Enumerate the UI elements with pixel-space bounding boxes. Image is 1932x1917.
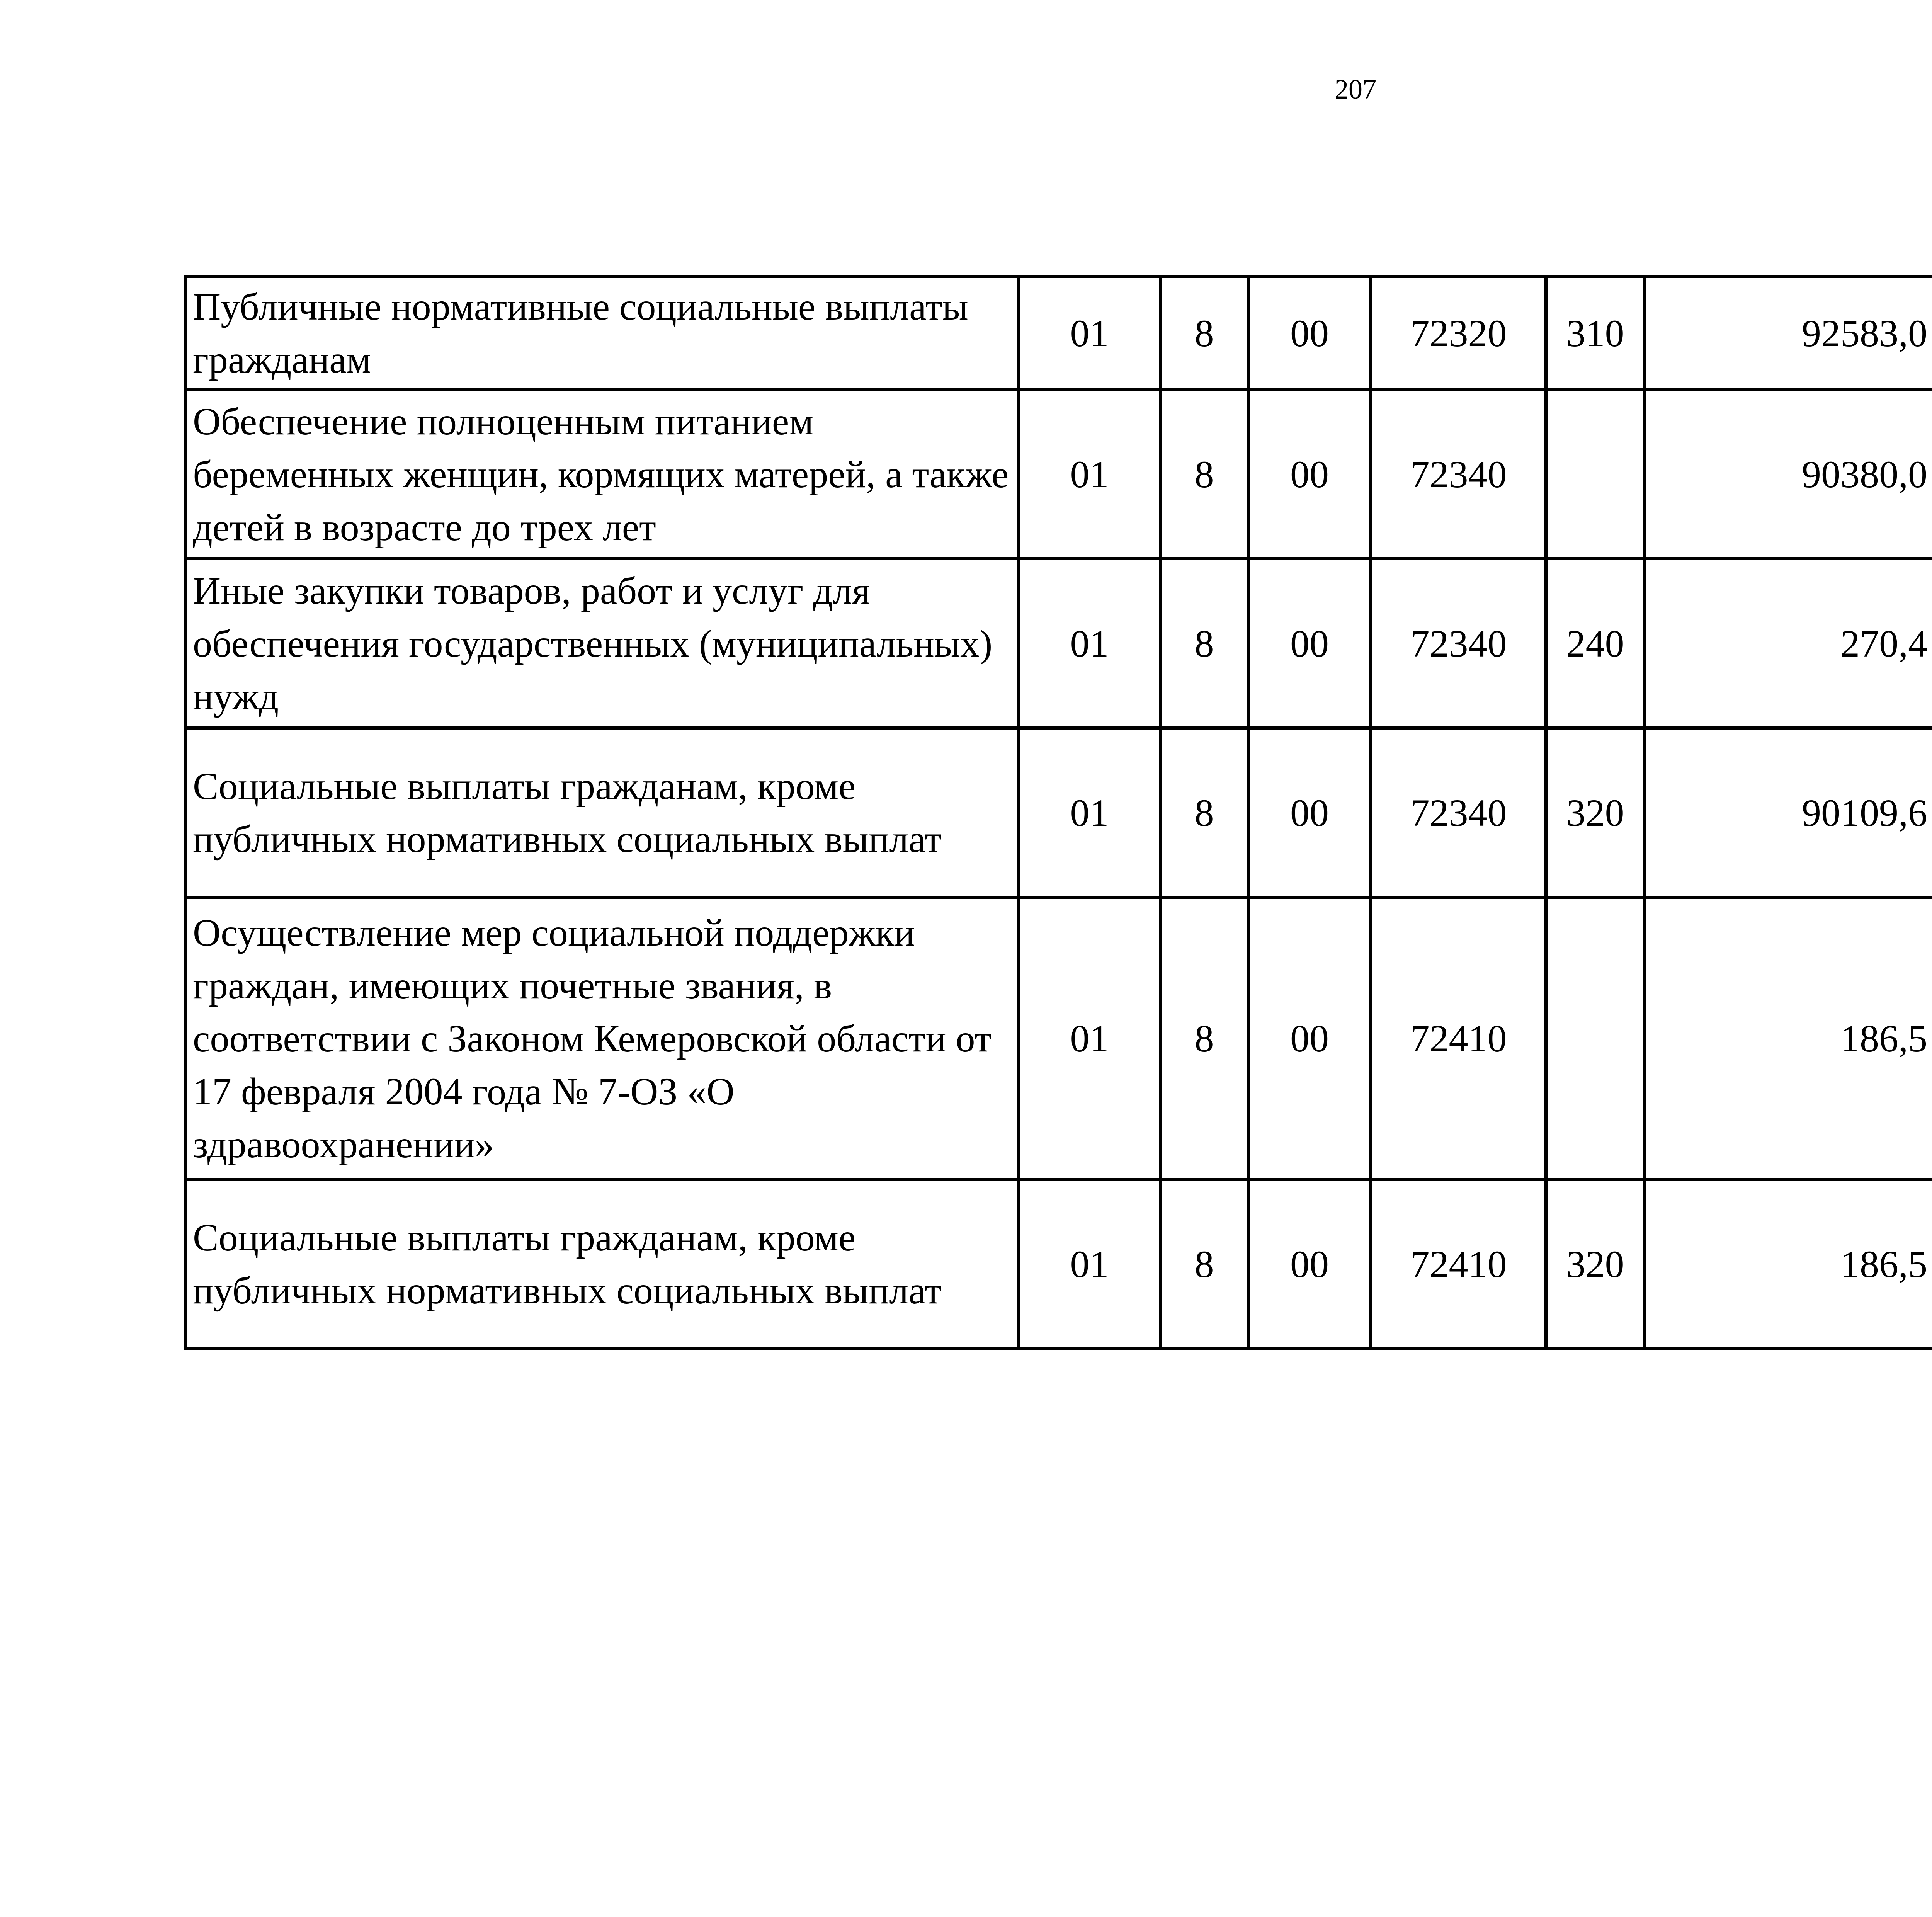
program-cell: 01 — [1019, 1179, 1160, 1349]
expense-type-cell: 240 — [1546, 559, 1645, 728]
direction-cell: 00 — [1248, 559, 1371, 728]
code-cell: 72340 — [1371, 559, 1546, 728]
direction-cell: 00 — [1248, 728, 1371, 897]
expense-type-cell: 310 — [1546, 277, 1645, 390]
program-cell: 01 — [1019, 559, 1160, 728]
page-number: 207 — [1335, 74, 1376, 105]
table-row — [186, 390, 1932, 559]
amount-1-cell: 92583,0 — [1645, 277, 1932, 390]
row-name-cell: Публичные нормативные социальные выплаты гражданам — [186, 277, 1019, 390]
table-row — [186, 897, 1932, 1179]
expense-type-cell — [1546, 390, 1645, 559]
amount-1-cell: 186,5 — [1645, 897, 1932, 1179]
table-row — [186, 277, 1932, 390]
program-cell: 01 — [1019, 277, 1160, 390]
row-name-cell: Социальные выплаты гражданам, кроме публичных нормативных социальных выплат — [186, 1179, 1019, 1349]
table-row — [186, 559, 1932, 728]
table-row — [186, 1179, 1932, 1349]
amount-1-cell: 90380,0 — [1645, 390, 1932, 559]
expense-type-cell: 320 — [1546, 1179, 1645, 1349]
row-name-cell: Осуществление мер социальной поддержки граждан, имеющих почетные звания, в соответствии с Законом Кемеровской области от 17 февраля 2004 года № 7-ОЗ «О здравоохранении» — [186, 897, 1019, 1179]
subprogram-cell: 8 — [1160, 1179, 1248, 1349]
direction-cell: 00 — [1248, 390, 1371, 559]
row-name-cell: Обеспечение полноценным питанием беременных женщин, кормящих матерей, а также детей в возрасте до трех лет — [186, 390, 1019, 559]
row-name-cell: Социальные выплаты гражданам, кроме публичных нормативных социальных выплат — [186, 728, 1019, 897]
subprogram-cell: 8 — [1160, 728, 1248, 897]
code-cell: 72320 — [1371, 277, 1546, 390]
amount-1-cell: 90109,6 — [1645, 728, 1932, 897]
program-cell: 01 — [1019, 390, 1160, 559]
amount-1-cell: 270,4 — [1645, 559, 1932, 728]
row-name-cell: Иные закупки товаров, работ и услуг для обеспечения государственных (муниципальных) нужд — [186, 559, 1019, 728]
program-cell: 01 — [1019, 897, 1160, 1179]
code-cell: 72410 — [1371, 1179, 1546, 1349]
subprogram-cell: 8 — [1160, 390, 1248, 559]
direction-cell: 00 — [1248, 277, 1371, 390]
expense-type-cell: 320 — [1546, 728, 1645, 897]
code-cell: 72410 — [1371, 897, 1546, 1179]
subprogram-cell: 8 — [1160, 277, 1248, 390]
table-row — [186, 728, 1932, 897]
direction-cell: 00 — [1248, 897, 1371, 1179]
program-cell: 01 — [1019, 728, 1160, 897]
subprogram-cell: 8 — [1160, 897, 1248, 1179]
code-cell: 72340 — [1371, 728, 1546, 897]
amount-1-cell: 186,5 — [1645, 1179, 1932, 1349]
direction-cell: 00 — [1248, 1179, 1371, 1349]
subprogram-cell: 8 — [1160, 559, 1248, 728]
code-cell: 72340 — [1371, 390, 1546, 559]
budget-table — [184, 275, 1932, 1350]
expense-type-cell — [1546, 897, 1645, 1179]
